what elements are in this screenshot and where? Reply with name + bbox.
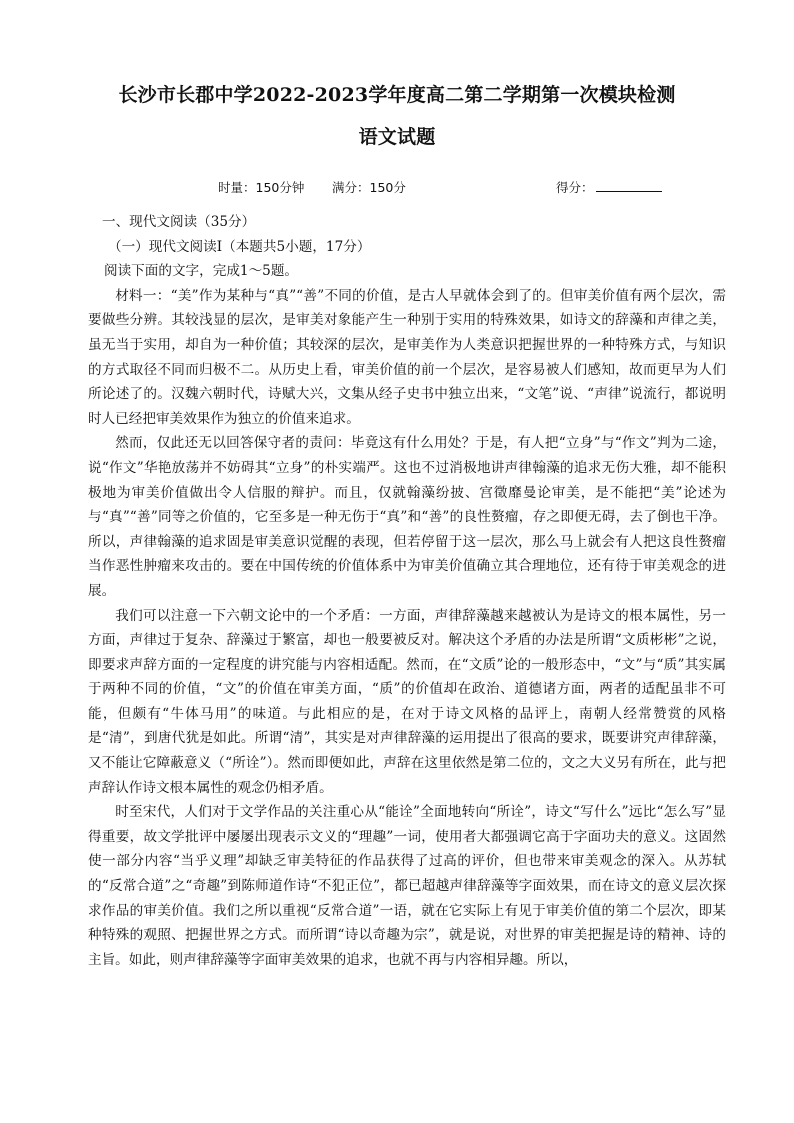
score-label: 得分： [556, 180, 594, 195]
paragraph: 然而，仅此还无以回答保守者的责问：毕竟这有什么用处？于是，有人把“立身”与“作文”判为二途，说“作文”华艳放荡并不妨碍其“立身”的朴实端严。这也不过消极地讲声律翰藻的追求无伤大雅，却不能积极地为审美价值做出令人信服的辩护。而且，仅就翰藻纷披、宫徵靡曼论审美，是不能把“美”论述为与“真”“善”同等之价值的，它至多是一种无伤于“真”和“善”的良性赘瘤，存之即便无碍，去了倒也干净。所以，声律翰藻的追求固是审美意识觉醒的表现，但若停留于这一层次，那么马上就会有人把这良性赘瘤当作恶性肿瘤来攻击的。要在中国传统的价值体系中为审美价值确立其合理地位，还有待于审美观念的进展。 [88, 435, 726, 599]
score-blank [596, 179, 662, 192]
exam-title: 长沙市长郡中学2022-2023学年度高二第二学期第一次模块检测 [118, 84, 676, 106]
exam-subject-title: 语文试题 [358, 126, 436, 148]
reading-instruction: 阅读下面的文字，完成1～5题。 [104, 263, 299, 280]
reading-content [88, 210, 726, 972]
time-limit: 时量：150分钟 [218, 180, 305, 195]
full-score: 满分：150分 [332, 180, 406, 195]
section-subheading: （一）现代文阅读I（本题共5小题，17分） [108, 238, 371, 255]
paragraph: 材料一：“美”作为某种与“真”“善”不同的价值，是古人早就体会到了的。但审美价值有两个层次，需要做些分辨。其较浅显的层次，是审美对象能产生一种别于实用的特殊效果，如诗文的辞藻和声律之美，虽无当于实用，却自为一种价值；其较深的层次，是审美作为人类意识把握世界的一种特殊方式，与知识的方式取径不同而归极不二。从历史上看，审美价值的前一个层次，是容易被人们感知，故而更早为人们所论述了的。汉魏六朝时代，诗赋大兴，文集从经子史书中独立出来，“文笔”说、“声律”说流行，都说明时人已经把审美效果作为独立的价值来追求。 [88, 287, 726, 427]
paragraph: 时至宋代，人们对于文学作品的关注重心从“能诠”全面地转向“所诠”，诗文“写什么”远比“怎么写”显得重要，故文学批评中屡屡出现表示文义的“理趣”一词，使用者大都强调它高于字面功夫的意义。这固然使一部分内容“当乎义理”却缺乏审美特征的作品获得了过高的评价，但也带来审美观念的深入。从苏轼的“反常合道”之“奇趣”到陈师道作诗“不犯正位”，都已超越声律辞藻等字面效果，而在诗文的意义层次探求作品的审美价值。我们之所以重视“反常合道”一语，就在它实际上有见于审美价值的第二个层次，即某种特殊的观照、把握世界之方式。而所谓“诗以奇趣为宗”，就是说，对世界的审美把握是诗的精神、诗的主旨。如此，则声律辞藻等字面审美效果的追求，也就不再与内容相异趣。所以， [88, 804, 726, 968]
paragraph: 我们可以注意一下六朝文论中的一个矛盾：一方面，声律辞藻越来越被认为是诗文的根本属性，另一方面，声律过于复杂、辞藻过于繁富，却也一般要被反对。解决这个矛盾的办法是所谓“文质彬彬”之说，即要求声辞方面的一定程度的讲究能与内容相适配。然而，在“文质”论的一般形态中，“文”与“质”其实属于两种不同的价值，“文”的价值在审美方面，“质”的价值却在政治、道德诸方面，两者的适配虽非不可能，但颇有“牛体马用”的味道。与此相应的是，在对于诗文风格的品评上，南朝人经常赞赏的风格是“清”，到唐代犹是如此。所谓“清”，其实是对声律辞藻的运用提出了很高的要求，既要讲究声律辞藻，又不能让它障蔽意义（“所诠”）。然而即便如此，声辞在这里依然是第二位的，文之大义另有所在，此与把声辞认作诗文根本属性的观念仍相矛盾。 [88, 607, 726, 796]
score-field [556, 178, 662, 196]
section-heading: 一、现代文阅读（35分） [102, 214, 256, 230]
